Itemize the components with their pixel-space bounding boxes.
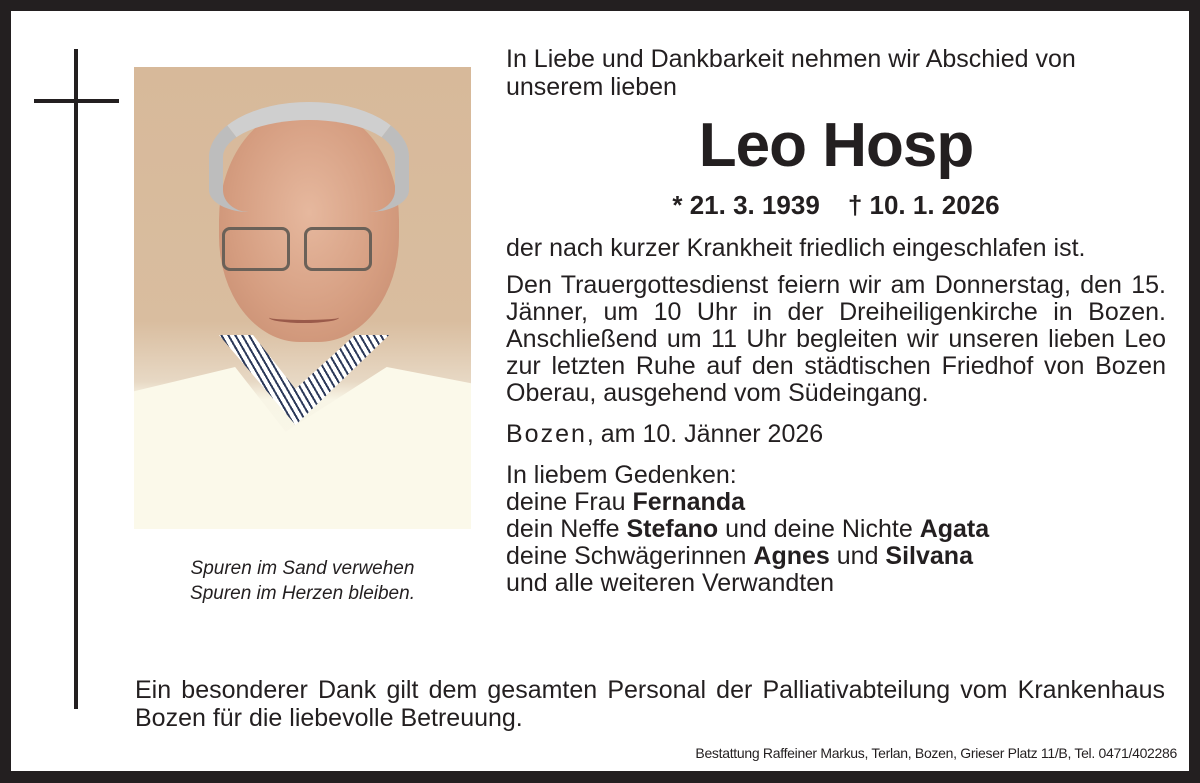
mourner-relation: deine Frau [506, 488, 633, 516]
intro-text: In Liebe und Dankbarkeit nehmen wir Abschied von unserem lieben [506, 45, 1076, 101]
notice-text-column [506, 45, 1166, 597]
place-date [506, 421, 1166, 448]
thanks-text: Ein besonderer Dank gilt dem gesamten Personal der Palliativabteilung vom Krankenhaus Bozen für die liebevolle Betreuung. [135, 676, 1165, 732]
mourners-list [506, 462, 1166, 597]
photo-mouth [269, 312, 339, 323]
birth-date: * 21. 3. 1939 [672, 190, 820, 220]
obituary-card [11, 11, 1189, 771]
passing-text: der nach kurzer Krankheit friedlich eingeschlafen ist. [506, 234, 1086, 262]
mourner-relation: dein Neffe [506, 515, 627, 543]
mourner-name: Silvana [885, 542, 973, 570]
place-name: Bozen [506, 420, 587, 448]
deceased-name: Leo Hosp [698, 111, 974, 180]
mourner-name: Stefano [626, 515, 719, 543]
service-text: Den Trauergottesdienst feiern wir am Donnerstag, den 15. Jänner, um 10 Uhr in der Dreiheiligenkirche in Bozen. Anschließend um 11 Uhr begleiten wir unseren lieben Leo zur letzten Ruhe auf den städtischen Friedhof von Bozen Oberau, ausgehend vom Südeingang. [506, 271, 1166, 407]
mourner-name: Fernanda [632, 488, 745, 516]
photo-glasses-left [222, 227, 290, 271]
mourner-row [506, 489, 1166, 516]
portrait-photo [134, 67, 471, 529]
funeral-home-footer: Bestattung Raffeiner Markus, Terlan, Bozen, Grieser Platz 11/B, Tel. 0471/402286 [695, 745, 1177, 761]
mourners-heading: In liebem Gedenken: [506, 461, 737, 489]
photo-hair [209, 102, 409, 212]
notice-date: , am 10. Jänner 2026 [586, 420, 824, 448]
mourner-name: Agata [919, 515, 990, 543]
mourners-closing: und alle weiteren Verwandten [506, 569, 835, 597]
death-date: † 10. 1. 2026 [847, 190, 1000, 220]
life-dates [506, 189, 1166, 221]
cross-icon-vertical [74, 49, 78, 709]
mourner-name: Agnes [753, 542, 830, 570]
mourner-row [506, 516, 1166, 543]
mourner-relation: und deine Nichte [718, 515, 920, 543]
photo-glasses-right [304, 227, 372, 271]
caption-line-2: Spuren im Herzen bleiben. [190, 583, 415, 604]
cross-icon-horizontal [34, 99, 119, 103]
mourner-relation: und [829, 542, 886, 570]
caption-line-1: Spuren im Sand verwehen [190, 558, 415, 579]
photo-caption [134, 556, 471, 606]
mourner-row [506, 543, 1166, 570]
mourner-relation: deine Schwägerinnen [506, 542, 754, 570]
